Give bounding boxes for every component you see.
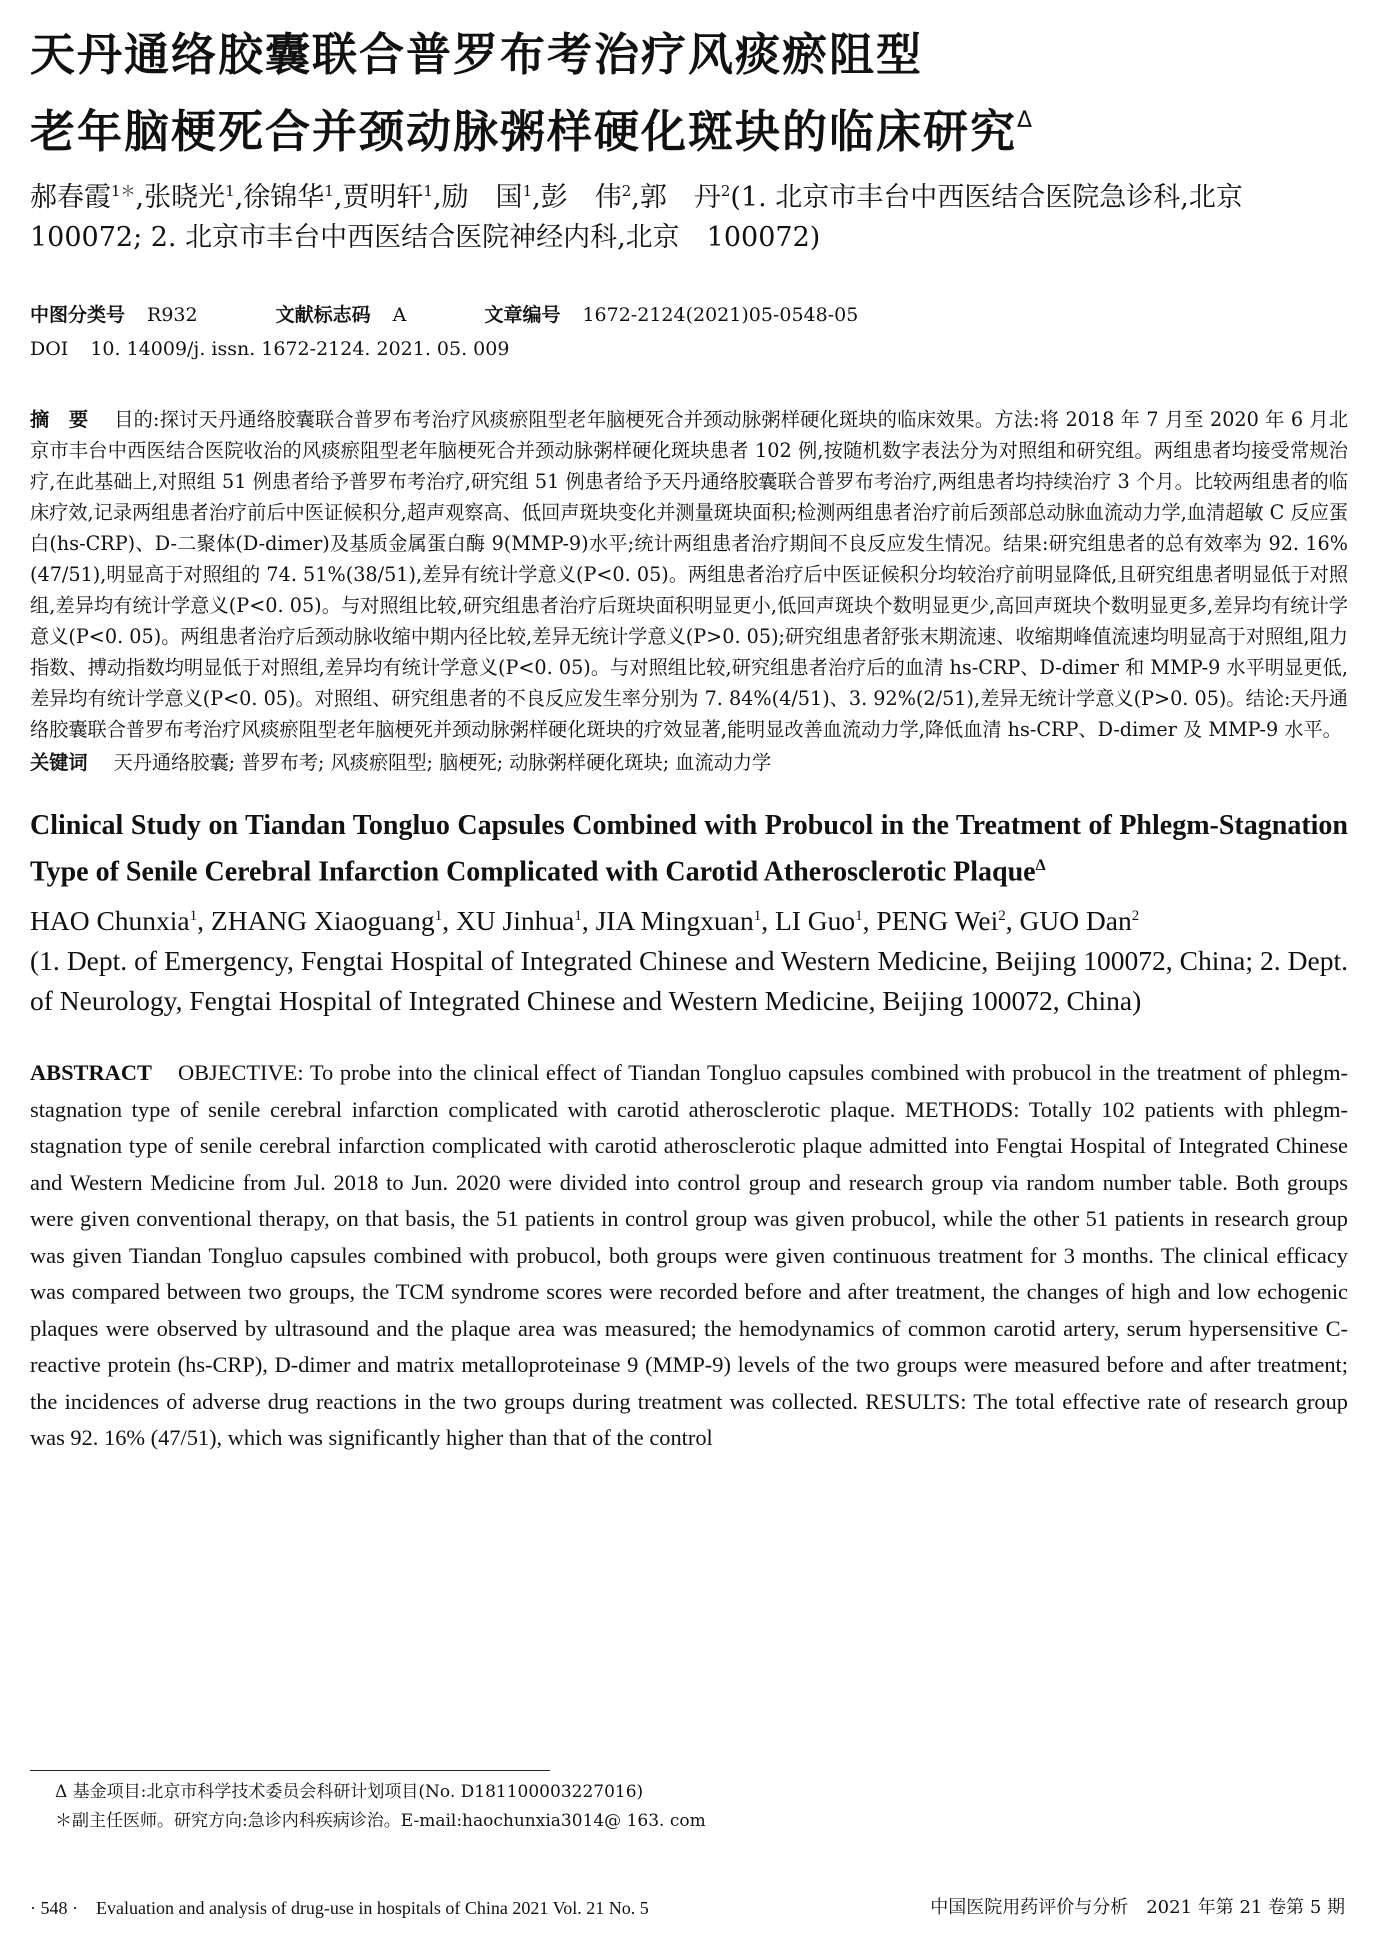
author-affiliation-number: 1 (855, 908, 863, 925)
chinese-keywords-text: 天丹通络胶囊; 普罗布考; 风痰瘀阻型; 脑梗死; 动脉粥样硬化斑块; 血流动力学 (113, 751, 772, 774)
chinese-abstract (30, 404, 1348, 745)
author-name: 郝春霞 (30, 182, 111, 213)
chinese-keywords-label: 关键词 (30, 751, 88, 774)
clc-label: 中图分类号 (30, 304, 126, 326)
author-affiliation-number: 2 (720, 182, 731, 200)
chinese-keywords (30, 747, 1348, 778)
author-affiliation-number: 1 (753, 908, 762, 925)
author-affiliation-number: 1 (225, 182, 235, 200)
author-affiliation-number: 1 (423, 182, 433, 200)
author-name: HAO Chunxia (30, 905, 190, 937)
author-name: 励 国 (441, 182, 523, 213)
running-footer-left: · 548 · Evaluation and analysis of drug-use in hospitals of China 2021 Vol. 21 No. 5 (30, 1898, 649, 1918)
author-name: JIA Mingxuan (595, 905, 754, 937)
doc-code-label: 文献标志码 (275, 304, 371, 326)
doi-value: 10. 14009/j. issn. 1672-2124. 2021. 05. 009 (90, 338, 510, 360)
author-footnote: ＊副主任医师。研究方向:急诊内科疾病诊治。E-mail:haochunxia3014@ 163. com (55, 1811, 706, 1831)
fund-footnote: Δ 基金项目:北京市科学技术委员会科研计划项目(No. D181100003227016) (55, 1782, 644, 1802)
author-name: LI Guo (774, 905, 856, 937)
author-affiliation-number: 1＊ (111, 182, 136, 200)
footnote-divider (30, 1770, 550, 1771)
author-name: 徐锦华 (243, 182, 325, 213)
author-affiliation-number: 1 (434, 908, 443, 925)
meta-line-1 (30, 298, 1348, 332)
article-number-value: 1672-2124(2021)05-0548-05 (582, 304, 859, 326)
article-page (30, 22, 1348, 1457)
author-name: 张晓光 (144, 182, 226, 213)
author-affiliation-number: 2 (1131, 908, 1140, 925)
author-affiliation-number: 1 (522, 182, 533, 200)
meta-line-2 (30, 332, 1348, 366)
chinese-abstract-text: 目的:探讨天丹通络胶囊联合普罗布考治疗风痰瘀阻型老年脑梗死合并颈动脉粥样硬化斑块的临床效果。方法:将 2018 年 7 月至 2020 年 6 月北京市丰台中西医结合医院收治的风痰瘀阻型老年脑梗死合并颈动脉粥样硬化斑块患者 102 例,按随机数字表法分为对照组和研究组。两组患者均接受常规治疗,在此基础上,对照组 51 例患者给予普罗布考治疗,研究组 51 例患者给予天丹通络胶囊联合普罗布考治疗,两组患者均持续治疗 3 个月。比较两组患者的临床疗效,记录两组患者治疗前后中医证候积分,超声观察高、低回声斑块变化并测量斑块面积;检测两组患者治疗前后颈部总动脉血流动力学,血清超敏 C 反应蛋白(hs-CRP)、D-二聚体(D-dimer)及基质金属蛋白酶 9(MMP-9)水平;统计两组患者治疗期间不良反应发生情况。结果:研究组患者的总有效率为 92. 16%(47/51),明显高于对照组的 74. 51%(38/51),差异有统计学意义(P<0. 05)。两组患者治疗后中医证候积分均较治疗前明显降低,且研究组患者明显低于对照组,差异均有统计学意义(P<0. 05)。与对照组比较,研究组患者治疗后斑块面积明显更小,低回声斑块个数明显更少,高回声斑块个数明显更多,差异均有统计学意义(P<0. 05)。两组患者治疗后颈动脉收缩中期内径比较,差异无统计学意义(P>0. 05);研究组患者舒张末期流速、收缩期峰值流速均明显高于对照组,阻力指数、搏动指数均明显低于对照组,差异均有统计学意义(P<0. 05)。与对照组比较,研究组患者治疗后的血清 hs-CRP、D-dimer 和 MMP-9 水平明显更低,差异均有统计学意义(P<0. 05)。对照组、研究组患者的不良反应发生率分别为 7. 84%(4/51)、3. 92%(2/51),差异无统计学意义(P>0. 05)。结论:天丹通络胶囊联合普罗布考治疗风痰瘀阻型老年脑梗死并颈动脉粥样硬化斑块的疗效显著,能明显改善血流动力学,降低血清 hs-CRP、D-dimer 及 MMP-9 水平。 (30, 408, 1349, 741)
author-name: 彭 伟 (540, 182, 622, 213)
author-name: 郭 丹 (639, 182, 721, 213)
author-affiliation-number: 2 (621, 182, 632, 200)
chinese-author-list: 郝春霞$^{1*}$,张晓光$^1$,徐锦华$^1$,贾明轩$^1$,励 国$^1$,彭 伟$^2$,郭 丹$^2$ (30, 182, 731, 213)
author-name: PENG Wei (876, 905, 999, 937)
english-abstract-label: ABSTRACT (30, 1060, 152, 1086)
footnotes (55, 1778, 706, 1836)
chinese-title-line2: 老年脑梗死合并颈动脉粥样硬化斑块的临床研究 (30, 105, 1018, 158)
english-affiliation: (1. Dept. of Emergency, Fengtai Hospital of Integrated Chinese and Western Medicine, Beijing 100072, China; 2. Dept. of Neurology, Fengtai Hospital of Integrated Chinese and Western Medicine, Beijing 100072, China) (30, 945, 1348, 1017)
english-authors: HAO Chunxia$^1$, ZHANG Xiaoguang$^1$, XU Jinhua$^1$, JIA Mingxuan$^1$, LI Guo$^1$, PENG Wei$^2$, GUO Dan$^2$ (30, 905, 1140, 937)
author-name: 贾明轩 (342, 182, 424, 213)
article-meta (30, 298, 1348, 366)
doc-code-value: A (392, 304, 407, 326)
article-number-label: 文章编号 (484, 304, 561, 326)
author-affiliation-number: 1 (574, 908, 582, 925)
author-affiliation-number: 2 (998, 908, 1006, 925)
chinese-affiliation: (1. 北京市丰台中西医结合医院急诊科,北京 100072; 2. 北京市丰台中西医结合医院神经内科,北京 100072) (30, 182, 1243, 253)
funding-mark: Δ (1017, 108, 1035, 133)
english-abstract (30, 1055, 1348, 1457)
author-name: ZHANG Xiaoguang (210, 905, 435, 937)
running-footer-right: 中国医院用药评价与分析 2021 年第 21 卷第 5 期 (930, 1897, 1345, 1918)
english-abstract-text: OBJECTIVE: To probe into the clinical effect of Tiandan Tongluo capsules combined with probucol in the treatment of phlegm-stagnation type of senile cerebral infarction complicated with carotid atherosclerotic plaque. METHODS: Totally 102 patients with phlegm-stagnation type of senile cerebral infarction complicated with carotid atherosclerotic plaque admitted into Fengtai Hospital of Integrated Chinese and Western Medicine from Jul. 2018 to Jun. 2020 were divided into control group and research group via random number table. Both groups were given conventional therapy, on that basis, the 51 patients in control group was given probucol, while the other 51 patients in research group was given Tiandan Tongluo capsules combined with probucol, both groups were given continuous treatment for 3 months. The clinical efficacy was compared between two groups, the TCM syndrome scores were recorded before and after treatment, the changes of high and low echogenic plaques were observed by ultrasound and the plaque area was measured; the hemodynamics of common carotid artery, serum hypersensitive C-reactive protein (hs-CRP), D-dimer and matrix metalloproteinase 9 (MMP-9) levels of the two groups were measured before and after treatment; the incidences of adverse drug reactions in the two groups during treatment was collected. RESULTS: The total effective rate of research group was 92. 16% (47/51), which was significantly higher than that of the control (30, 1060, 1348, 1451)
author-affiliation-number: 1 (324, 182, 334, 200)
author-name: GUO Dan (1019, 905, 1132, 937)
english-funding-mark: Δ (1035, 857, 1046, 874)
english-title-text: Clinical Study on Tiandan Tongluo Capsules Combined with Probucol in the Treatment of Phlegm-Stagnation Type of Senile Cerebral Infarction Complicated with Carotid Atherosclerotic Plaque (30, 810, 1348, 888)
author-name: XU Jinhua (455, 905, 575, 937)
clc-value: R932 (147, 304, 198, 326)
chinese-authors (30, 171, 1348, 258)
english-title (30, 806, 1348, 892)
chinese-title-line1: 天丹通络胶囊联合普罗布考治疗风痰瘀阻型 (30, 28, 924, 81)
chinese-abstract-label: 摘 要 (30, 408, 89, 431)
doi-label: DOI (30, 338, 69, 360)
chinese-title (30, 22, 1348, 165)
author-affiliation-number: 1 (189, 908, 198, 925)
